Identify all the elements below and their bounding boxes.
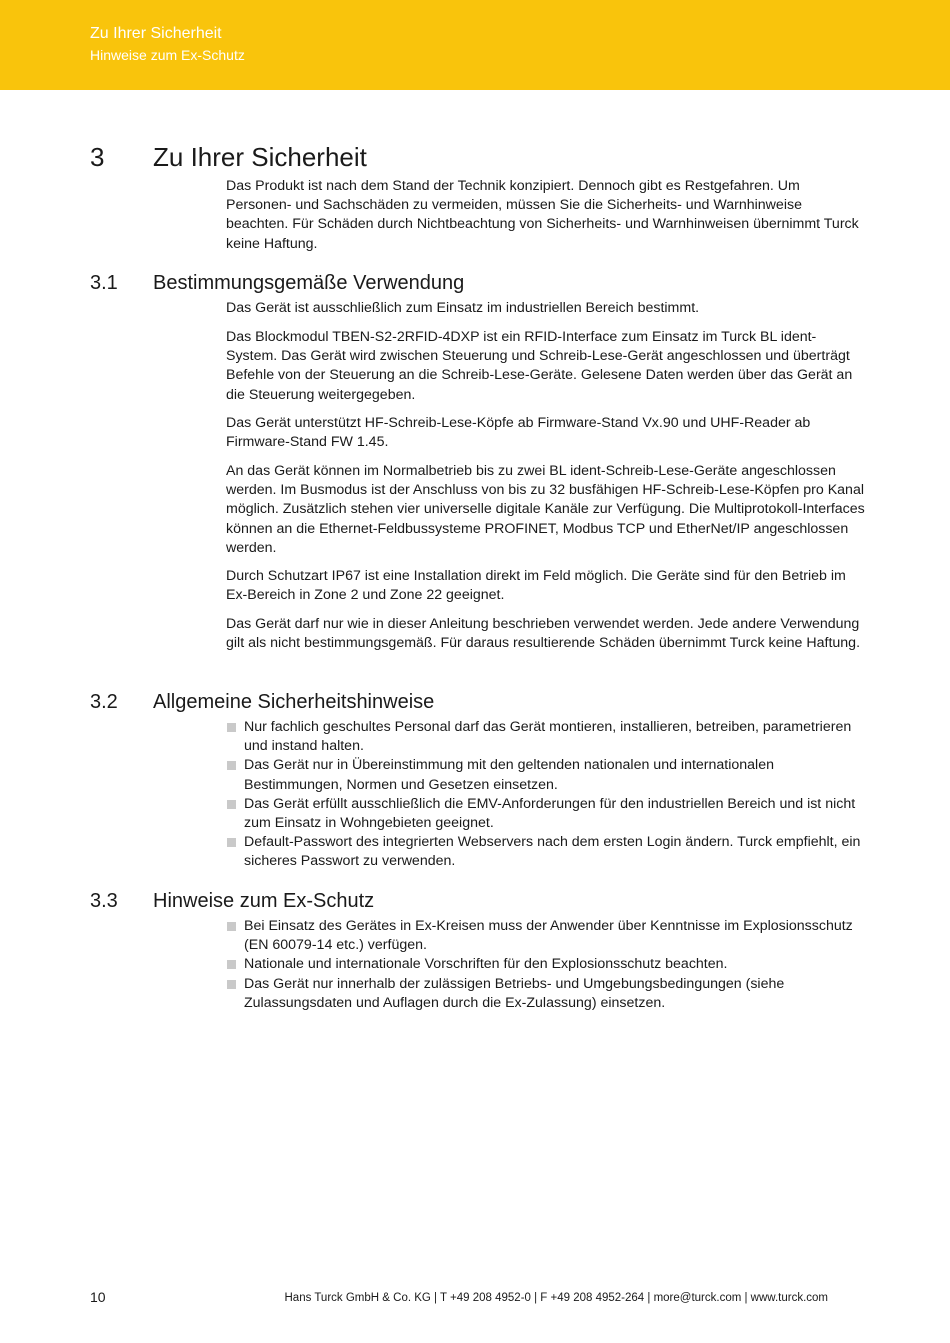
list-item bbox=[226, 917, 866, 955]
list-item bbox=[226, 756, 866, 794]
list-item-text: Nur fachlich geschultes Personal darf das Gerät montieren, installieren, betreiben, parametrieren und instand halten. bbox=[244, 719, 852, 755]
footer-contact: Hans Turck GmbH & Co. KG | T +49 208 4952-0 | F +49 208 4952-264 | more@turck.com | www.turck.com bbox=[284, 1292, 828, 1304]
running-header-title: Zu Ihrer Sicherheit bbox=[90, 25, 222, 42]
section-title: Allgemeine Sicherheitshinweise bbox=[153, 691, 435, 713]
square-bullet-icon bbox=[227, 922, 236, 931]
list-item-text: Default-Passwort des integrierten Webservers nach dem ersten Login ändern. Turck empfiehlt, ein sicheres Passwort zu verwenden. bbox=[244, 834, 861, 870]
section-number: 3.3 bbox=[90, 890, 118, 912]
square-bullet-icon bbox=[227, 723, 236, 732]
section-3-intro: Das Produkt ist nach dem Stand der Technik konzipiert. Dennoch gibt es Restgefahren. Um Personen- und Sachschäden zu vermeiden, müssen Sie die Sicherheits- und Warnhinweise beachten. Für Schäden durch Nichtbeachtung von Sicherheits- und Warnhinweisen übernimmt Turck keine Haftung. bbox=[226, 178, 859, 252]
paragraph: Durch Schutzart IP67 ist eine Installation direkt im Feld möglich. Die Geräte sind für den Betrieb im Ex-Bereich in Zone 2 und Zone 22 geeignet. bbox=[226, 568, 846, 604]
section-title: Bestimmungsgemäße Verwendung bbox=[153, 272, 465, 294]
list-item bbox=[226, 718, 866, 756]
paragraph: Das Gerät ist ausschließlich zum Einsatz im industriellen Bereich bestimmt. bbox=[226, 300, 700, 316]
list-item bbox=[226, 975, 866, 1013]
safety-notes-list bbox=[226, 718, 866, 872]
section-number: 3.1 bbox=[90, 272, 118, 294]
section-number: 3 bbox=[90, 142, 105, 172]
page-number: 10 bbox=[90, 1289, 106, 1305]
square-bullet-icon bbox=[227, 761, 236, 770]
list-item-text: Bei Einsatz des Gerätes in Ex-Kreisen muss der Anwender über Kenntnisse im Explosionsschutz (EN 60079-14 etc.) verfügen. bbox=[244, 918, 853, 954]
paragraph: Das Gerät unterstützt HF-Schreib-Lese-Köpfe ab Firmware-Stand Vx.90 und UHF-Reader ab Firmware-Stand FW 1.45. bbox=[226, 415, 811, 451]
section-number: 3.2 bbox=[90, 691, 118, 713]
square-bullet-icon bbox=[227, 800, 236, 809]
section-title: Zu Ihrer Sicherheit bbox=[153, 142, 367, 172]
list-item bbox=[226, 795, 866, 833]
paragraph: Das Gerät darf nur wie in dieser Anleitung beschrieben verwendet werden. Jede andere Verwendung gilt als nicht bestimmungsgemäß. Für daraus resultierende Schäden übernimmt Turck keine Haftung. bbox=[226, 616, 861, 652]
section-title: Hinweise zum Ex-Schutz bbox=[153, 890, 375, 912]
list-item bbox=[226, 955, 866, 974]
list-item bbox=[226, 833, 866, 871]
square-bullet-icon bbox=[227, 960, 236, 969]
header-band bbox=[0, 0, 950, 90]
list-item-text: Das Gerät nur innerhalb der zulässigen Betriebs- und Umgebungsbedingungen (siehe Zulassungsdaten und Auflagen durch die Ex-Zulassung) einsetzen. bbox=[244, 975, 785, 1011]
list-item-text: Das Gerät nur in Übereinstimmung mit den geltenden nationalen und internationalen Bestimmungen, Normen und Gesetzen einsetzen. bbox=[244, 757, 774, 793]
running-header-subtitle: Hinweise zum Ex-Schutz bbox=[90, 47, 245, 63]
paragraph: An das Gerät können im Normalbetrieb bis zu zwei BL ident-Schreib-Lese-Geräte angeschlossen werden. Im Busmodus ist der Anschluss von bis zu 32 busfähigen HF-Schreib-Lese-Köpfen pro Kanal möglich. Zusätzlich stehen vier universelle digitale Kanäle zur Verfügung. Die Multiprotokoll-Interfaces können an die Ethernet-Feldbussysteme PROFINET, Modbus TCP und EtherNet/IP angeschlossen werden. bbox=[226, 463, 865, 556]
paragraph: Das Blockmodul TBEN-S2-2RFID-4DXP ist ein RFID-Interface zum Einsatz im Turck BL ident-System. Das Gerät wird zwischen Steuerung und Schreib-Lese-Gerät angeschlossen und überträgt Befehle von der Steuerung an die Schreib-Lese-Geräte. Gelesene Daten werden über das Gerät an die Steuerung weitergegeben. bbox=[226, 329, 853, 403]
ex-protection-list bbox=[226, 917, 866, 1013]
list-item-text: Das Gerät erfüllt ausschließlich die EMV-Anforderungen für den industriellen Bereich und ist nicht zum Einsatz in Wohngebieten geeignet. bbox=[244, 795, 856, 832]
square-bullet-icon bbox=[227, 980, 236, 989]
list-item-text: Nationale und internationale Vorschriften für den Explosionsschutz beachten. bbox=[244, 956, 728, 973]
square-bullet-icon bbox=[227, 838, 236, 847]
